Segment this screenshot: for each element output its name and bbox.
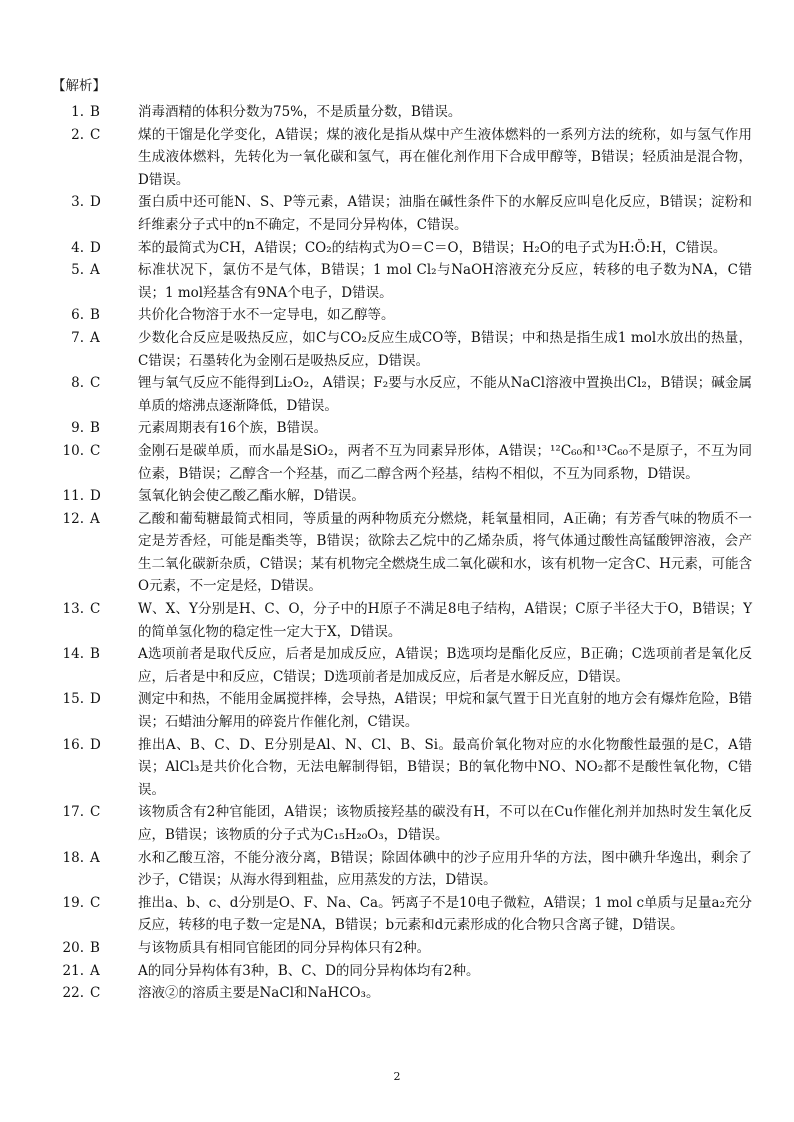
answer-item — [52, 259, 752, 304]
answer-item — [52, 688, 752, 733]
question-number: 21. — [62, 962, 84, 979]
explanation-text: 少数化合反应是吸热反应，如C与CO₂反应生成CO等，B错误；中和热是指生成1 mol水放出的热量，C错误；石墨转化为金刚石是吸热反应，D错误。 — [138, 329, 752, 369]
answer-letter: C — [90, 804, 101, 821]
answer-letter: D — [90, 691, 101, 708]
question-number: 19. — [62, 894, 84, 911]
question-number: 18. — [62, 849, 84, 866]
answer-item — [52, 598, 752, 643]
explanation-text: 乙酸和葡萄糖最简式相同，等质量的两种物质充分燃烧，耗氧量相同，A正确；有芳香气味的物质不一定是芳香烃，可能是酯类等，B错误；欲除去乙烷中的乙烯杂质，将气体通过酸性高锰酸钾溶液，会产生二氧化碳新杂质，C错误；某有机物完全燃烧生成二氧化碳和水，该有机物一定含C、H元素，可能含O元素，不一定是烃，D错误。 — [138, 510, 752, 595]
answer-letter: B — [90, 420, 100, 437]
answer-letter: C — [90, 985, 101, 1002]
question-number: 4. — [71, 239, 84, 256]
explanation-text: 消毒酒精的体积分数为75%，不是质量分数，B错误。 — [138, 104, 462, 120]
answer-item — [52, 440, 752, 485]
explanation-text: 标准状况下，氯仿不是气体，B错误；1 mol Cl₂与NaOH溶液充分反应，转移的电子数为NA，C错误；1 mol羟基含有9NA个电子，D错误。 — [138, 262, 752, 301]
explanation-text: 推出a、b、c、d分别是O、F、Na、Ca。钙离子不是10电子微粒，A错误；1 mol c单质与足量a₂充分反应，转移的电子数一定是NA，B错误；b元素和d元素形成的化合物只含离子键，D错误。 — [138, 894, 752, 934]
answer-item — [52, 417, 752, 440]
answer-list — [52, 101, 752, 1005]
answer-item — [52, 124, 752, 192]
answer-item — [52, 643, 752, 688]
answer-letter: B — [90, 307, 100, 324]
answer-letter: B — [90, 939, 100, 956]
question-number: 9. — [71, 420, 84, 437]
answer-item — [52, 101, 752, 124]
explanation-text: 测定中和热，不能用金属搅拌棒，会导热，A错误；甲烷和氯气置于日光直射的地方会有爆炸危险，B错误；石蜡油分解用的碎瓷片作催化剂，C错误。 — [138, 691, 752, 731]
answer-letter: D — [90, 194, 101, 211]
answer-item — [52, 327, 752, 372]
question-number: 20. — [62, 939, 84, 956]
question-number: 10. — [62, 442, 84, 459]
answer-letter: C — [90, 375, 101, 392]
answer-letter: A — [90, 849, 100, 866]
answer-item — [52, 892, 752, 937]
question-number: 3. — [71, 194, 84, 211]
answer-letter: B — [90, 646, 100, 663]
answer-letter: D — [90, 736, 101, 753]
answer-item — [52, 372, 752, 417]
explanation-text: 蛋白质中还可能N、S、P等元素，A错误；油脂在碱性条件下的水解反应叫皂化反应，B错误；淀粉和纤维素分子式中的n不确定，不是同分异构体，C错误。 — [138, 194, 752, 233]
answer-letter: C — [90, 894, 101, 911]
explanation-text: A选项前者是取代反应，后者是加成反应，A错误；B选项均是酯化反应，B正确；C选项前者是氧化反应，后者是中和反应，C错误；D选项前者是加成反应，后者是水解反应，D错误。 — [138, 646, 752, 685]
explanation-text: 元素周期表有16个族，B错误。 — [138, 420, 328, 437]
answer-item — [52, 982, 752, 1005]
answer-letter: C — [90, 442, 101, 459]
question-number: 12. — [62, 510, 84, 527]
question-number: 13. — [62, 601, 84, 618]
explanation-text: 氢氧化钠会使乙酸乙酯水解，D错误。 — [138, 488, 365, 505]
answer-letter: A — [90, 962, 100, 979]
explanation-text: 该物质含有2种官能团，A错误；该物质接羟基的碳没有H，不可以在Cu作催化剂并加热时发生氧化反应，B错误；该物质的分子式为C₁₅H₂₀O₃，D错误。 — [138, 804, 752, 843]
question-number: 14. — [62, 646, 84, 663]
answer-item — [52, 485, 752, 508]
answer-letter: C — [90, 126, 101, 143]
question-number: 2. — [71, 126, 84, 143]
answer-item — [52, 304, 752, 327]
question-number: 5. — [71, 262, 84, 279]
explanation-text: 溶液②的溶质主要是NaCl和NaHCO₃。 — [138, 985, 380, 1002]
answer-letter: A — [90, 262, 100, 279]
explanation-text: 锂与氧气反应不能得到Li₂O₂，A错误；F₂要与水反应，不能从NaCl溶液中置换出Cl₂，B错误；碱金属单质的熔沸点逐渐降低，D错误。 — [138, 375, 752, 414]
answer-letter: C — [90, 601, 101, 618]
answer-letter: A — [90, 510, 100, 527]
explanation-text: 煤的干馏是化学变化，A错误；煤的液化是指从煤中产生液体燃料的一系列方法的统称，如与氢气作用生成液体燃料，先转化为一氧化碳和氢气，再在催化剂作用下合成甲醇等，B错误；轻质油是混合物，D错误。 — [138, 126, 752, 188]
question-number: 7. — [71, 329, 84, 346]
question-number: 11. — [62, 488, 84, 505]
explanation-text: 共价化合物溶于水不一定导电，如乙醇等。 — [138, 307, 395, 324]
page-number: 2 — [393, 1070, 401, 1083]
answer-item — [52, 191, 752, 236]
answer-item — [52, 960, 752, 983]
question-number: 22. — [62, 985, 84, 1002]
explanation-text: 与该物质具有相同官能团的同分异构体只有2种。 — [138, 939, 431, 956]
explanation-text: 推出A、B、C、D、E分别是Al、N、Cl、B、Si。最高价氧化物对应的水化物酸性最强的是C，A错误；AlCl₃是共价化合物，无法电解制得铝，B错误；B的氧化物中NO、NO₂都不是酸性氧化物，C错误。 — [138, 736, 752, 798]
question-number: 6. — [71, 307, 84, 324]
answer-letter: A — [90, 329, 100, 346]
answer-item — [52, 508, 752, 598]
answer-item — [52, 237, 752, 260]
explanation-text: A的同分异构体有3种，B、C、D的同分异构体均有2种。 — [138, 962, 480, 979]
question-number: 17. — [62, 804, 84, 821]
analysis-heading: 【解析】 — [52, 78, 106, 94]
explanation-text: 金刚石是碳单质，而水晶是SiO₂，两者不互为同素异形体，A错误；¹²C₆₀和¹³C₆₀不是原子，不互为同位素，B错误；乙醇含一个羟基，而乙二醇含两个羟基，结构不相似，不互为同系物，D错误。 — [138, 442, 752, 482]
explanation-text: 水和乙酸互溶，不能分液分离，B错误；除固体碘中的沙子应用升华的方法，图中碘升华逸出，剩余了沙子，C错误；从海水得到粗盐，应用蒸发的方法，D错误。 — [138, 849, 752, 889]
explanation-text: 苯的最简式为CH，A错误；CO₂的结构式为O＝C＝O，B错误；H₂O的电子式为H:Ö:H，C错误。 — [138, 239, 727, 256]
answer-letter: D — [90, 239, 101, 256]
question-number: 8. — [71, 375, 84, 392]
question-number: 15. — [62, 691, 84, 708]
answer-item — [52, 847, 752, 892]
answer-item — [52, 734, 752, 802]
explanation-text: W、X、Y分别是H、C、O，分子中的H原子不满足8电子结构，A错误；C原子半径大于O，B错误；Y的简单氢化物的稳定性一定大于X，D错误。 — [138, 601, 752, 640]
question-number: 16. — [62, 736, 84, 753]
question-number: 1. — [71, 104, 84, 120]
answer-letter: B — [90, 104, 100, 120]
answer-item — [52, 937, 752, 960]
answer-item — [52, 801, 752, 846]
answer-letter: D — [90, 488, 101, 505]
